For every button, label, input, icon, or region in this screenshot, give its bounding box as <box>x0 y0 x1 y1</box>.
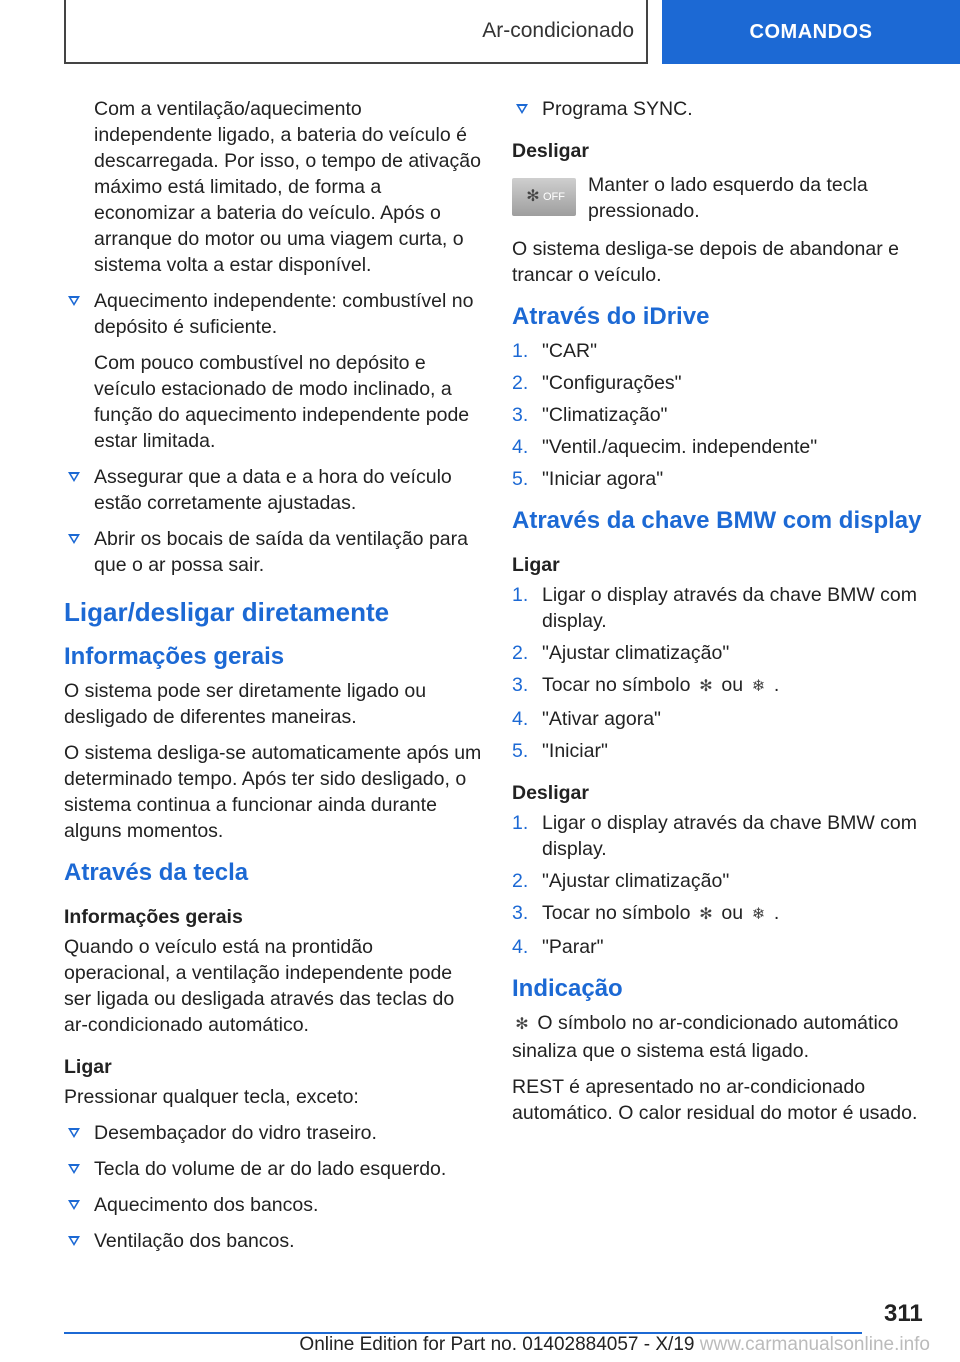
edition-text: Online Edition for Part no. 01402884057 - X/19 <box>299 1334 695 1355</box>
step-item: 5. "Iniciar agora" <box>512 468 664 490</box>
watermark: www.carmanualsonline.info <box>699 1334 930 1355</box>
key-off-steps <box>512 810 924 960</box>
minor-heading: Desligar <box>512 140 589 162</box>
step-item: 2. "Configurações" <box>512 372 682 394</box>
list-item: Tecla do volume de ar do lado esquerdo. <box>64 1156 482 1182</box>
subsection-heading: Indicação <box>512 975 623 1002</box>
paragraph: ✻ O símbolo no ar-condicionado automático sinaliza que o sistema está ligado. <box>512 1012 899 1062</box>
idrive-steps <box>512 338 924 492</box>
minor-heading: Ligar <box>64 1056 112 1078</box>
paragraph: O sistema desliga-se automaticamente após um determinado tempo. Após ter sido desligado, o sistema continua a funcionar ainda durante alguns momentos. <box>64 742 482 842</box>
step-item: 3. Tocar no símbolo ✻ ou ❄ . <box>512 900 924 928</box>
paragraph: Com pouco combustível no depósito e veículo estacionado de modo inclinado, a função do aquecimento independente pode estar limitada. <box>94 352 470 452</box>
triangle-bullet-icon <box>68 534 80 544</box>
key-on-steps <box>512 582 924 764</box>
section-heading: Ligar/desligar diretamente <box>64 597 390 627</box>
list-item: Assegurar que a data e a hora do veículo estão corretamente ajustadas. <box>64 464 482 516</box>
step-item: 1. Ligar o display através da chave BMW com display. <box>512 812 917 860</box>
left-column <box>64 96 482 1264</box>
paragraph: Quando o veículo está na prontidão operacional, a ventilação independente pode ser ligada ou desligada através das teclas do ar-condicionado automático. <box>64 936 455 1036</box>
paragraph: REST é apresentado no ar-condicionado automático. O calor residual do motor é usado. <box>512 1076 918 1124</box>
page-number: 311 <box>884 1300 923 1327</box>
list-item: Abrir os bocais de saída da ventilação para que o ar possa sair. <box>64 526 482 578</box>
step-item: 5. "Iniciar" <box>512 740 608 762</box>
list-item: Ventilação dos bancos. <box>64 1228 482 1254</box>
chapter-title: Ar-condicionado <box>482 19 634 42</box>
step-item: 1. "CAR" <box>512 340 598 362</box>
minor-heading: Desligar <box>512 782 589 804</box>
triangle-bullet-icon <box>68 1236 80 1246</box>
step-item: 1. Ligar o display através da chave BMW com display. <box>512 584 917 632</box>
minor-heading: Informações gerais <box>64 906 243 928</box>
triangle-bullet-icon <box>68 1164 80 1174</box>
triangle-bullet-icon <box>68 472 80 482</box>
triangle-bullet-icon <box>68 1128 80 1138</box>
paragraph: Pressionar qualquer tecla, exceto: <box>64 1086 359 1108</box>
climate-key-image: ✻ OFF <box>512 178 576 216</box>
paragraph: O sistema desliga-se depois de abandonar e trancar o veículo. <box>512 238 899 286</box>
triangle-bullet-icon <box>68 296 80 306</box>
paragraph: Com a ventilação/aquecimento independente ligado, a bateria do veículo é descarregada. Por isso, o tempo de ativação máximo está limitado, de forma a economizar a bateria do veículo. Após o arranque do motor ou uma viagem curta, o sistema volta a estar disponível. <box>94 98 481 276</box>
right-column <box>512 96 924 1136</box>
step-item: 4. "Ativar agora" <box>512 708 661 730</box>
step-item: 3. Tocar no símbolo ✻ ou ❄ . <box>512 672 924 700</box>
step-item: 3. "Climatização" <box>512 404 668 426</box>
subsection-heading: Através da chave BMW com display <box>512 507 922 534</box>
list-item: Programa SYNC. <box>512 96 924 122</box>
list-item: Aquecimento dos bancos. <box>64 1192 482 1218</box>
key-text: Manter o lado esquerdo da tecla pressionado. <box>588 174 868 222</box>
step-item: 2. "Ajustar climatização" <box>512 870 730 892</box>
fan-residual-icon: ❄ <box>751 678 766 695</box>
footer <box>64 1334 960 1358</box>
chapter-tab <box>64 0 648 64</box>
fan-residual-icon: ❄ <box>751 906 766 923</box>
triangle-bullet-icon <box>68 1200 80 1210</box>
triangle-bullet-icon <box>516 104 528 114</box>
key-instruction <box>512 172 924 224</box>
list-item: Desembaçador do vidro traseiro. <box>64 1120 482 1146</box>
list-item: Aquecimento independente: combustível no depósito é suficiente. <box>64 288 482 340</box>
fan-icon: ✻ <box>515 1016 529 1033</box>
step-item: 2. "Ajustar climatização" <box>512 642 730 664</box>
subsection-heading: Através da tecla <box>64 859 249 886</box>
step-item: 4. "Ventil./aquecim. independente" <box>512 436 818 458</box>
subsection-heading: Através do iDrive <box>512 303 710 330</box>
paragraph: O sistema pode ser diretamente ligado ou desligado de diferentes maneiras. <box>64 680 427 728</box>
section-tab: COMANDOS <box>662 0 960 64</box>
minor-heading: Ligar <box>512 554 560 576</box>
subsection-heading: Informações gerais <box>64 643 285 670</box>
fan-icon: ✻ <box>699 906 713 923</box>
step-item: 4. "Parar" <box>512 936 604 958</box>
fan-icon: ✻ <box>699 678 713 695</box>
fan-icon: ✻ <box>526 188 540 205</box>
